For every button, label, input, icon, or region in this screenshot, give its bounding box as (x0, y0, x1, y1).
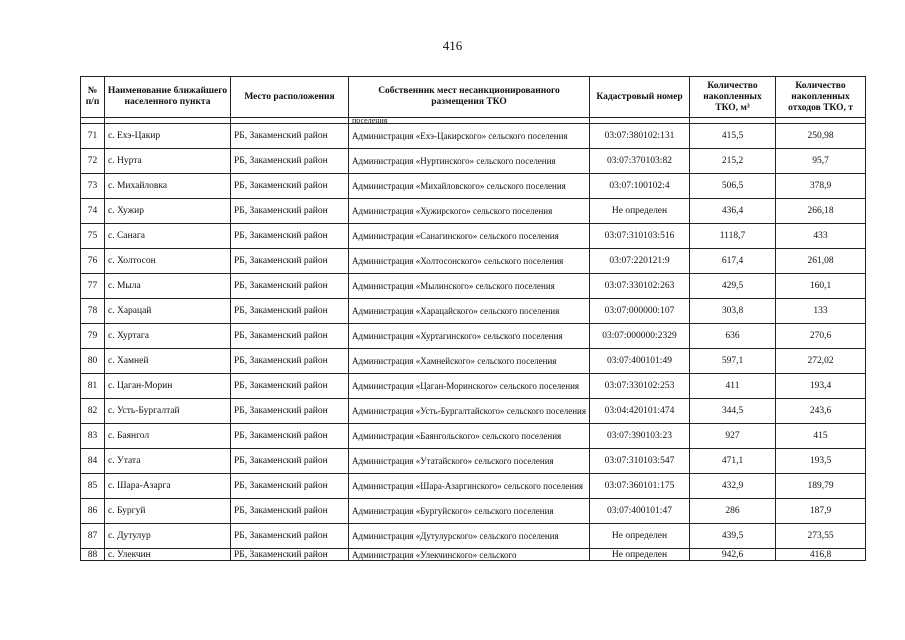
cell-mass: 133 (776, 299, 866, 324)
cell-mass: 415 (776, 424, 866, 449)
owner-text: Администрация «Михайловского» сельского поселения (352, 181, 566, 191)
cell-owner (349, 224, 590, 249)
cell-owner (349, 274, 590, 299)
cell-mass: 416,8 (776, 549, 866, 561)
cell-num: 83 (81, 424, 105, 449)
cell-settlement: с. Шара-Азарга (105, 474, 231, 499)
cell-settlement: с. Михайловка (105, 174, 231, 199)
cell-cadastral: 03:07:000000:107 (590, 299, 690, 324)
table-row (81, 149, 866, 174)
table-row (81, 299, 866, 324)
table-row (81, 199, 866, 224)
cell-mass: 273,55 (776, 524, 866, 549)
cell-num: 81 (81, 374, 105, 399)
cell-cadastral: 03:07:390103:23 (590, 424, 690, 449)
cell-mass: 189,79 (776, 474, 866, 499)
continuation-text: поселения (349, 118, 590, 124)
cell-volume: 436,4 (690, 199, 776, 224)
cell-volume: 439,5 (690, 524, 776, 549)
cell-location: РБ, Закаменский район (231, 399, 349, 424)
cell-mass: 433 (776, 224, 866, 249)
cell-cadastral: 03:07:330102:263 (590, 274, 690, 299)
cell-owner (349, 324, 590, 349)
cell-num: 79 (81, 324, 105, 349)
cell-mass: 193,4 (776, 374, 866, 399)
cell-owner (349, 349, 590, 374)
cell-settlement: с. Хуртага (105, 324, 231, 349)
cell-volume: 597,1 (690, 349, 776, 374)
cell-num: 85 (81, 474, 105, 499)
table-row (81, 274, 866, 299)
owner-text: Администрация «Хамнейского» сельского поселения (352, 356, 557, 366)
cell-volume: 215,2 (690, 149, 776, 174)
cell-num: 73 (81, 174, 105, 199)
cell-volume: 303,8 (690, 299, 776, 324)
cell-cadastral: 03:04:420101:474 (590, 399, 690, 424)
cell-num: 75 (81, 224, 105, 249)
cell-location: РБ, Закаменский район (231, 199, 349, 224)
cell-location: РБ, Закаменский район (231, 324, 349, 349)
cell-location: РБ, Закаменский район (231, 424, 349, 449)
cell-owner (349, 299, 590, 324)
cell-owner (349, 424, 590, 449)
cell-cadastral: Не определен (590, 524, 690, 549)
owner-text: Администрация «Дутулурского» сельского поселения (352, 531, 559, 541)
cell-location: РБ, Закаменский район (231, 374, 349, 399)
cell-settlement: с. Баянгол (105, 424, 231, 449)
waste-sites-table (80, 76, 866, 561)
cell-owner (349, 174, 590, 199)
owner-text: Администрация «Бургуйского» сельского поселения (352, 506, 554, 516)
cell-settlement: с. Улекчин (105, 549, 231, 561)
cell-mass: 187,9 (776, 499, 866, 524)
cell-num: 74 (81, 199, 105, 224)
cell-mass: 261,08 (776, 249, 866, 274)
cell-owner (349, 499, 590, 524)
cell-settlement: с. Мыла (105, 274, 231, 299)
cell-location: РБ, Закаменский район (231, 524, 349, 549)
cell-cadastral: 03:07:310103:547 (590, 449, 690, 474)
cell-volume: 942,6 (690, 549, 776, 561)
cell-settlement: с. Дутулур (105, 524, 231, 549)
cell-location: РБ, Закаменский район (231, 299, 349, 324)
cell-settlement: с. Утата (105, 449, 231, 474)
table-row (81, 124, 866, 149)
cell-cadastral: 03:07:220121:9 (590, 249, 690, 274)
cell-volume: 1118,7 (690, 224, 776, 249)
cell-location: РБ, Закаменский район (231, 499, 349, 524)
owner-text: Администрация «Улекчинского» сельского (352, 549, 517, 560)
cell-settlement: с. Нурта (105, 149, 231, 174)
table-row (81, 224, 866, 249)
cell-cadastral: 03:07:000000:2329 (590, 324, 690, 349)
cell-owner (349, 549, 590, 561)
cell-location: РБ, Закаменский район (231, 224, 349, 249)
cell-mass: 378,9 (776, 174, 866, 199)
cell-owner (349, 199, 590, 224)
header-cadastral: Кадастровый номер (590, 77, 690, 118)
cell-settlement: с. Хамней (105, 349, 231, 374)
cell-mass: 243,6 (776, 399, 866, 424)
owner-text: Администрация «Нуртинского» сельского поселения (352, 156, 556, 166)
table-row (81, 374, 866, 399)
cell-mass: 272,02 (776, 349, 866, 374)
cell-owner (349, 149, 590, 174)
cell-num: 71 (81, 124, 105, 149)
cell-owner (349, 399, 590, 424)
cell-settlement: с. Хужир (105, 199, 231, 224)
cell-num: 76 (81, 249, 105, 274)
table-row (81, 524, 866, 549)
cell-volume: 927 (690, 424, 776, 449)
cell-volume: 344,5 (690, 399, 776, 424)
owner-text: Администрация «Усть-Бургалтайского» сельского поселения (352, 406, 586, 416)
cell-location: РБ, Закаменский район (231, 474, 349, 499)
cell-num: 87 (81, 524, 105, 549)
owner-text: Администрация «Холтосонского» сельского поселения (352, 256, 564, 266)
cell-location: РБ, Закаменский район (231, 149, 349, 174)
table-row (81, 324, 866, 349)
owner-text: Администрация «Харацайского» сельского поселения (352, 306, 560, 316)
owner-text: Администрация «Цаган-Моринского» сельского поселения (352, 381, 580, 391)
cell-volume: 432,9 (690, 474, 776, 499)
header-mass: Количество накопленных отходов ТКО, т (776, 77, 866, 118)
cell-volume: 617,4 (690, 249, 776, 274)
header-owner: Собственник мест несанкционированного размещения ТКО (349, 77, 590, 118)
cell-settlement: с. Бургуй (105, 499, 231, 524)
cell-volume: 411 (690, 374, 776, 399)
cell-volume: 429,5 (690, 274, 776, 299)
table-row (81, 449, 866, 474)
header-location: Место расположения (231, 77, 349, 118)
cell-mass: 160,1 (776, 274, 866, 299)
cell-cadastral: 03:07:400101:49 (590, 349, 690, 374)
cell-cadastral: 03:07:100102:4 (590, 174, 690, 199)
header-settlement: Наименование ближайшего населенного пункта (105, 77, 231, 118)
cell-location: РБ, Закаменский район (231, 249, 349, 274)
owner-text: Администрация «Санагинского» сельского поселения (352, 231, 559, 241)
cell-num: 80 (81, 349, 105, 374)
cell-num: 77 (81, 274, 105, 299)
table-row (81, 174, 866, 199)
cell-location: РБ, Закаменский район (231, 174, 349, 199)
cell-volume: 471,1 (690, 449, 776, 474)
owner-text: Администрация «Ехэ-Цакирского» сельского поселения (352, 131, 568, 141)
cell-mass: 95,7 (776, 149, 866, 174)
cell-cadastral: 03:07:330102:253 (590, 374, 690, 399)
cell-cadastral: 03:07:360101:175 (590, 474, 690, 499)
cell-settlement: с. Ехэ-Цакир (105, 124, 231, 149)
table-row (81, 249, 866, 274)
cell-num: 72 (81, 149, 105, 174)
owner-text: Администрация «Шара-Азаргинского» сельского поселения (352, 481, 584, 491)
table-row (81, 499, 866, 524)
owner-text: Администрация «Хуртагинского» сельского поселения (352, 331, 563, 341)
table-row (81, 399, 866, 424)
cell-owner (349, 524, 590, 549)
cell-cadastral: 03:07:400101:47 (590, 499, 690, 524)
cell-volume: 636 (690, 324, 776, 349)
cell-owner (349, 124, 590, 149)
cell-settlement: с. Харацай (105, 299, 231, 324)
cell-cadastral: 03:07:370103:82 (590, 149, 690, 174)
cell-volume: 506,5 (690, 174, 776, 199)
cell-num: 84 (81, 449, 105, 474)
page-number: 416 (442, 38, 463, 53)
table-header-row (81, 77, 866, 118)
owner-text: Администрация «Утатайского» сельского поселения (352, 456, 554, 466)
cell-location: РБ, Закаменский район (231, 274, 349, 299)
cell-mass: 270,6 (776, 324, 866, 349)
cell-num: 78 (81, 299, 105, 324)
owner-text: Администрация «Хужирского» сельского поселения (352, 206, 553, 216)
cell-owner (349, 249, 590, 274)
cell-owner (349, 449, 590, 474)
cell-mass: 193,5 (776, 449, 866, 474)
cell-cadastral: Не определен (590, 199, 690, 224)
cell-num: 86 (81, 499, 105, 524)
header-num: № п/п (81, 77, 105, 118)
cell-mass: 266,18 (776, 199, 866, 224)
cell-location: РБ, Закаменский район (231, 349, 349, 374)
cell-owner (349, 474, 590, 499)
cell-location: РБ, Закаменский район (231, 449, 349, 474)
table-row (81, 549, 866, 561)
cell-volume: 286 (690, 499, 776, 524)
cell-owner (349, 374, 590, 399)
cell-cadastral: 03:07:310103:516 (590, 224, 690, 249)
owner-text: Администрация «Баянгольского» сельского поселения (352, 431, 562, 441)
cell-num: 82 (81, 399, 105, 424)
cell-location: РБ, Закаменский район (231, 124, 349, 149)
cell-settlement: с. Цаган-Морин (105, 374, 231, 399)
header-volume: Количество накопленных ТКО, м³ (690, 77, 776, 118)
cell-settlement: с. Усть-Бургалтай (105, 399, 231, 424)
table-row (81, 349, 866, 374)
cell-volume: 415,5 (690, 124, 776, 149)
cell-num: 88 (81, 549, 105, 561)
cell-cadastral: 03:07:380102:131 (590, 124, 690, 149)
cell-cadastral: Не определен (590, 549, 690, 561)
cell-settlement: с. Санага (105, 224, 231, 249)
cell-mass: 250,98 (776, 124, 866, 149)
owner-text: Администрация «Мылинского» сельского поселения (352, 281, 555, 291)
table-row (81, 424, 866, 449)
cell-settlement: с. Холтосон (105, 249, 231, 274)
cell-location: РБ, Закаменский район (231, 549, 349, 561)
table-body (81, 118, 866, 561)
table-row (81, 474, 866, 499)
